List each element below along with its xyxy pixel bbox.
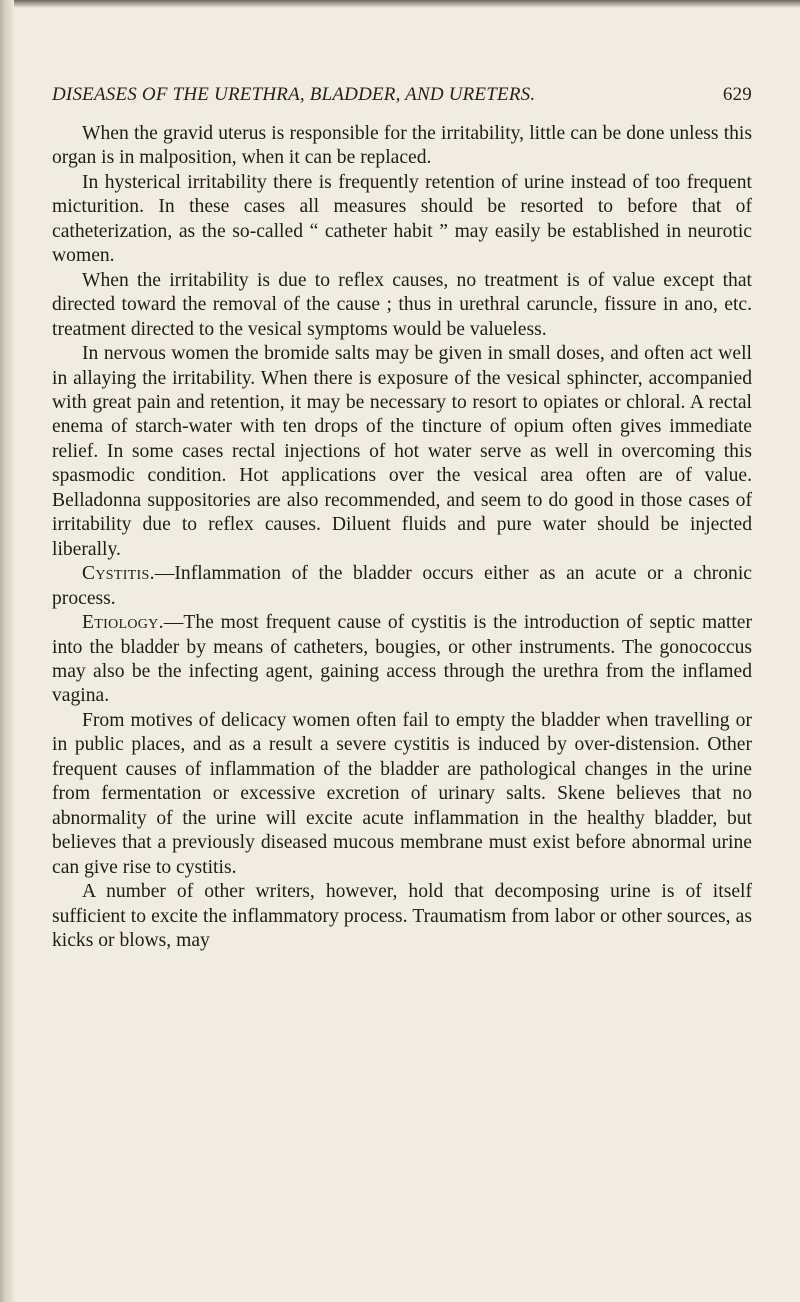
paragraph-other-writers bbox=[52, 880, 752, 953]
book-page bbox=[52, 84, 752, 953]
paragraph-text: —The most frequent cause of cystitis is the introduction of septic matter into the bladder by means of catheters, bougies, or other instruments. The gonococcus may also be the infecting agent, gaining access through the urethra from the inflamed vagina. bbox=[52, 612, 752, 707]
page-edge-left bbox=[0, 0, 14, 1302]
running-title: DISEASES OF THE URETHRA, BLADDER, AND URETERS. bbox=[52, 84, 536, 105]
page-number: 629 bbox=[722, 84, 752, 105]
paragraph-text: From motives of delicacy women often fail to empty the bladder when travelling or in public places, and as a result a severe cystitis is induced by over-distension. Other frequent causes of inflammation of the bladder are pathological changes in the urine from fermentation or excessive excretion of urinary salts. Skene believes that no abnormality of the urine will excite acute inflammation in the healthy bladder, but believes that a previously diseased mucous membrane must exist before abnormal urine can give rise to cystitis. bbox=[52, 709, 752, 878]
running-header bbox=[52, 84, 752, 106]
paragraph-hysterical-irritability bbox=[52, 171, 752, 269]
paragraph-text: When the irritability is due to reflex causes, no treatment is of value except that directed toward the removal of the cause ; thus in urethral caruncle, fissure in ano, etc. treatment directed to the vesical symptoms would be valueless. bbox=[52, 269, 752, 340]
body-text bbox=[52, 122, 752, 953]
page-edge-top bbox=[0, 0, 800, 8]
paragraph-gravid-uterus bbox=[52, 122, 752, 171]
paragraph-text: When the gravid uterus is responsible for the irritability, little can be done unless this organ is in malposition, when it can be replaced. bbox=[52, 123, 752, 169]
paragraph-text: In hysterical irritability there is frequently retention of urine instead of too frequent micturition. In these cases all measures should be resorted to before that of catheterization, as the so-called “ catheter habit ” may easily be established in neurotic women. bbox=[52, 171, 752, 267]
paragraph-etiology bbox=[52, 611, 752, 709]
paragraph-delicacy bbox=[52, 709, 752, 880]
paragraph-text: In nervous women the bromide salts may be given in small doses, and often act well in allaying the irritability. When there is exposure of the vesical sphincter, accompanied with great pain and retention, it may be necessary to resort to opiates or chloral. A rectal enema of starch-water with ten drops of the tincture of opium often gives immediate relief. In some cases rectal injections of hot water serve as well in overcoming this spasmodic condition. Hot applications over the vesical area often are of value. Belladonna suppositories are also recommended, and seem to do good in those cases of irritability due to reflex causes. Diluent fluids and pure water should be injected liberally. bbox=[52, 343, 752, 560]
paragraph-text: A number of other writers, however, hold that decomposing urine is of itself sufficient to excite the inflammatory process. Traumatism from labor or other sources, as kicks or blows, may bbox=[52, 881, 752, 951]
paragraph-reflex-causes bbox=[52, 269, 752, 342]
paragraph-cystitis bbox=[52, 562, 752, 611]
paragraph-treatment bbox=[52, 342, 752, 562]
section-heading-etiology: Etiology. bbox=[82, 612, 164, 634]
section-heading-cystitis: Cystitis. bbox=[82, 563, 155, 585]
paragraph-text: —Inflammation of the bladder occurs either as an acute or a chronic process. bbox=[52, 563, 752, 609]
